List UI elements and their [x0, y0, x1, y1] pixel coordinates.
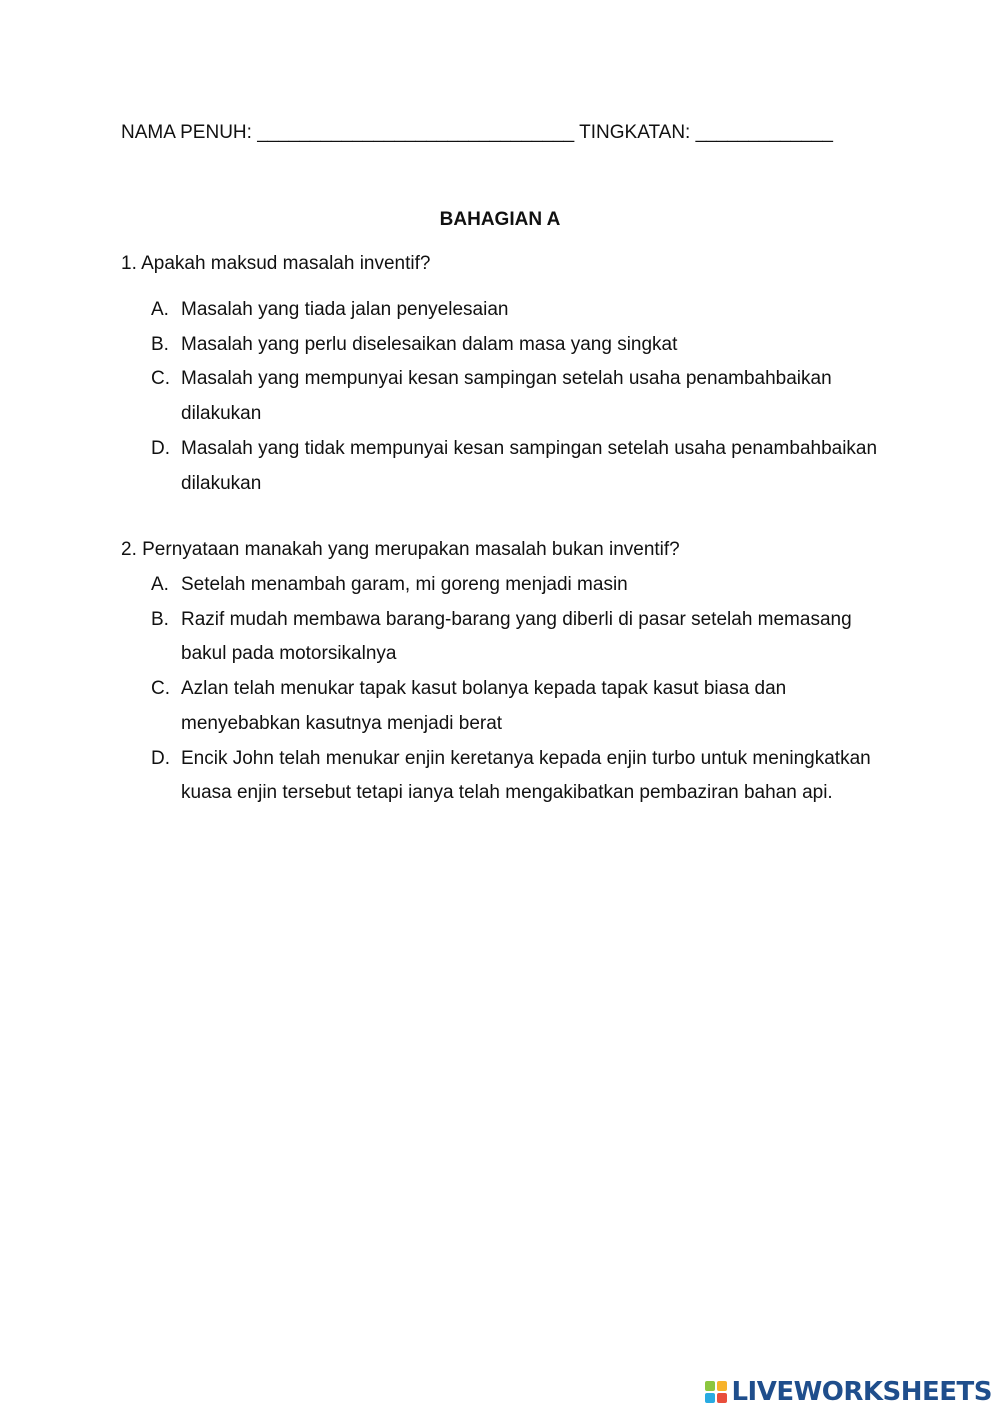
option-text: Razif mudah membawa barang-barang yang diberli di pasar setelah memasang bakul pada motorsikalnya — [181, 608, 852, 665]
option-a[interactable] — [121, 293, 901, 328]
option-c[interactable] — [121, 362, 901, 431]
option-letter: D. — [151, 437, 170, 459]
option-letter: A. — [151, 574, 169, 595]
option-text: Masalah yang mempunyai kesan sampingan setelah usaha penambahbaikan dilakukan — [181, 368, 832, 425]
option-letter: C. — [151, 678, 170, 700]
option-letter: C. — [151, 368, 170, 390]
option-letter: D. — [151, 747, 170, 769]
option-text: Masalah yang tidak mempunyai kesan sampingan setelah usaha penambahbaikan dilakukan — [181, 437, 878, 494]
option-text: Encik John telah menukar enjin keretanya kepada enjin turbo untuk meningkatkan kuasa enjin tersebut tetapi ianya telah mengakibatkan pembaziran bahan api. — [181, 747, 871, 804]
option-b[interactable] — [121, 603, 901, 672]
liveworksheets-logo[interactable] — [705, 1377, 992, 1407]
option-text: Masalah yang perlu diselesaikan dalam masa yang singkat — [181, 333, 678, 355]
logo-icon — [705, 1381, 727, 1403]
option-letter: A. — [151, 299, 169, 320]
option-d[interactable] — [121, 742, 901, 811]
option-text: Masalah yang tiada jalan penyelesaian — [181, 299, 509, 320]
option-letter: B. — [151, 608, 169, 630]
name-class-header: NAMA PENUH: ______________________________ TINGKATAN: _____________ — [121, 122, 833, 143]
option-text: Setelah menambah garam, mi goreng menjadi masin — [181, 574, 628, 595]
logo-square — [705, 1381, 715, 1391]
option-c[interactable] — [121, 672, 901, 741]
option-letter: B. — [151, 333, 169, 355]
options-list — [121, 293, 901, 501]
option-d[interactable] — [121, 432, 901, 501]
option-text: Azlan telah menukar tapak kasut bolanya kepada tapak kasut biasa dan menyebabkan kasutnya menjadi berat — [181, 678, 787, 734]
question-text: 1. Apakah maksud masalah inventif? — [121, 253, 431, 274]
option-b[interactable] — [121, 328, 901, 363]
options-list — [121, 568, 901, 811]
logo-square — [705, 1393, 715, 1403]
logo-text: LIVEWORKSHEETS — [731, 1377, 992, 1407]
section-title: BAHAGIAN A — [439, 209, 561, 230]
logo-square — [717, 1381, 727, 1391]
question-1 — [121, 252, 901, 501]
option-a[interactable] — [121, 568, 901, 603]
logo-square — [717, 1393, 727, 1403]
question-2 — [121, 538, 901, 811]
question-text: 2. Pernyataan manakah yang merupakan masalah bukan inventif? — [121, 539, 680, 560]
